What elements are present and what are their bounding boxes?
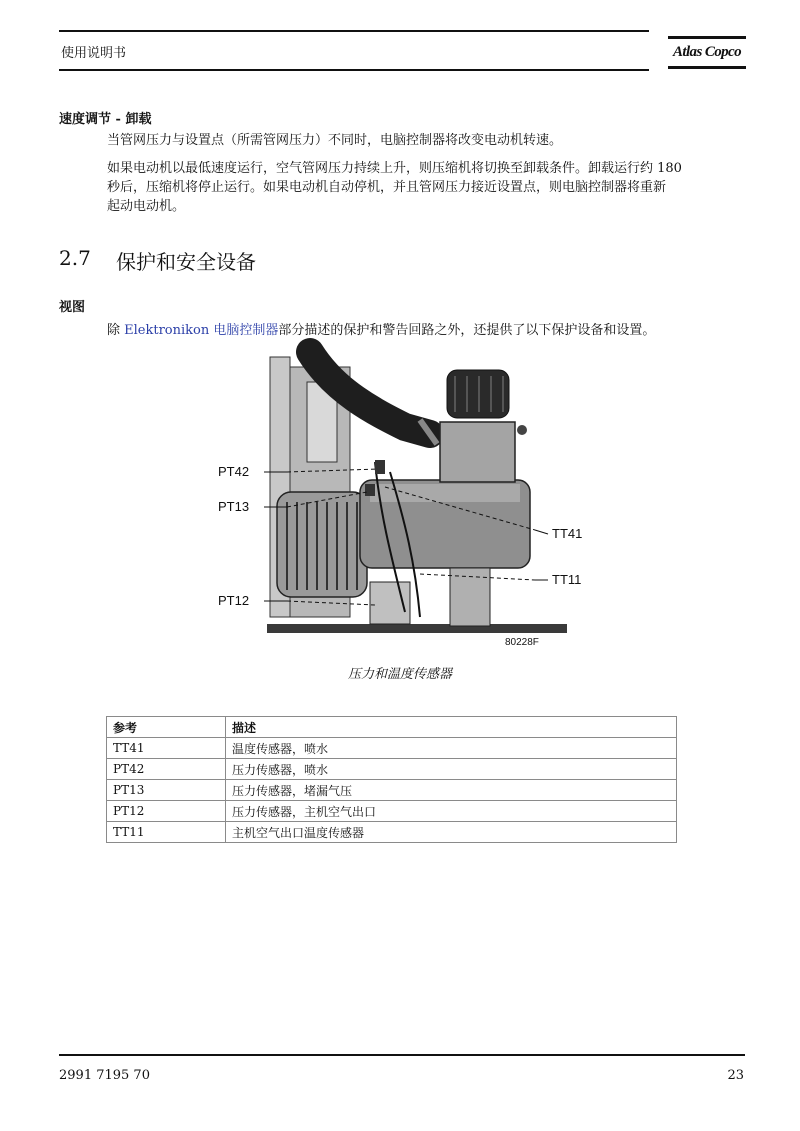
- speed-paragraph-1: 当管网压力与设置点（所需管网压力）不同时，电脑控制器将改变电动机转速。: [107, 133, 563, 148]
- brand-logo: [668, 36, 746, 70]
- speed-paragraph-2-line: 如果电动机以最低速度运行，空气管网压力持续上升，则压缩机将切换至卸载条件。卸载运行约 180: [107, 161, 682, 176]
- table-row: [107, 759, 677, 780]
- section-number: 2.7: [59, 246, 91, 270]
- cell-description: 温度传感器，喷水: [226, 738, 677, 759]
- footer-rule: [59, 1054, 745, 1056]
- separator-housing: [440, 422, 515, 482]
- speed-paragraph-2-line: 秒后，压缩机将停止运行。如果电动机自动停机，并且管网压力接近设置点，则电脑控制器将重新: [107, 180, 667, 195]
- page-number: 23: [727, 1068, 744, 1083]
- cell-reference: PT12: [107, 801, 226, 822]
- table-row: [107, 822, 677, 843]
- view-intro-suffix: 部分描述的保护和警告回路之外，还提供了以下保护设备和设置。: [278, 323, 656, 338]
- cell-description: 压力传感器，主机空气出口: [226, 801, 677, 822]
- speed-paragraph-2: [107, 159, 747, 216]
- motor-body: [277, 492, 367, 597]
- base-plate: [267, 624, 567, 633]
- speed-paragraph-2-line: 起动电动机。: [107, 199, 186, 214]
- cell-description: 压力传感器，喷水: [226, 759, 677, 780]
- cell-reference: TT11: [107, 822, 226, 843]
- header-rule-top: [59, 30, 649, 32]
- brand-logo-text: Atlas Copco: [673, 44, 741, 60]
- label-tt41: TT41: [552, 526, 583, 541]
- figure-caption: 压力和温度传感器: [347, 667, 452, 682]
- document-number: 2991 7195 70: [59, 1068, 150, 1083]
- header-rule-bottom: [59, 69, 649, 71]
- view-intro-prefix: 除: [107, 323, 125, 338]
- label-tt11: TT11: [552, 572, 582, 587]
- label-pt12: PT12: [218, 593, 250, 608]
- lower-fitting: [370, 582, 410, 624]
- col-header-reference: 参考: [107, 717, 226, 738]
- figure-code: 80228F: [505, 637, 539, 648]
- pt13-sensor: [365, 484, 375, 496]
- cell-description: 压力传感器，堵漏气压: [226, 780, 677, 801]
- col-header-description: 描述: [226, 717, 677, 738]
- cell-reference: PT42: [107, 759, 226, 780]
- bolt: [517, 425, 527, 435]
- cell-reference: PT13: [107, 780, 226, 801]
- speed-heading: 速度调节 - 卸载: [59, 112, 152, 127]
- label-pt42: PT42: [218, 464, 250, 479]
- section-title: 保护和安全设备: [116, 250, 256, 274]
- view-intro: [107, 321, 747, 340]
- sensor-figure: [215, 352, 583, 652]
- cell-reference: TT41: [107, 738, 226, 759]
- header-title: 使用说明书: [61, 46, 127, 61]
- pt42-sensor: [375, 460, 385, 474]
- cell-description: 主机空气出口温度传感器: [226, 822, 677, 843]
- label-pt13: PT13: [218, 499, 250, 514]
- view-heading: 视图: [59, 300, 86, 315]
- table-row: [107, 738, 677, 759]
- table-row: [107, 801, 677, 822]
- elektronikon-link[interactable]: Elektronikon 电脑控制器: [124, 323, 279, 338]
- table-header-row: [107, 717, 677, 738]
- table-row: [107, 780, 677, 801]
- element-block-top: [370, 484, 520, 502]
- reference-table: [106, 716, 677, 843]
